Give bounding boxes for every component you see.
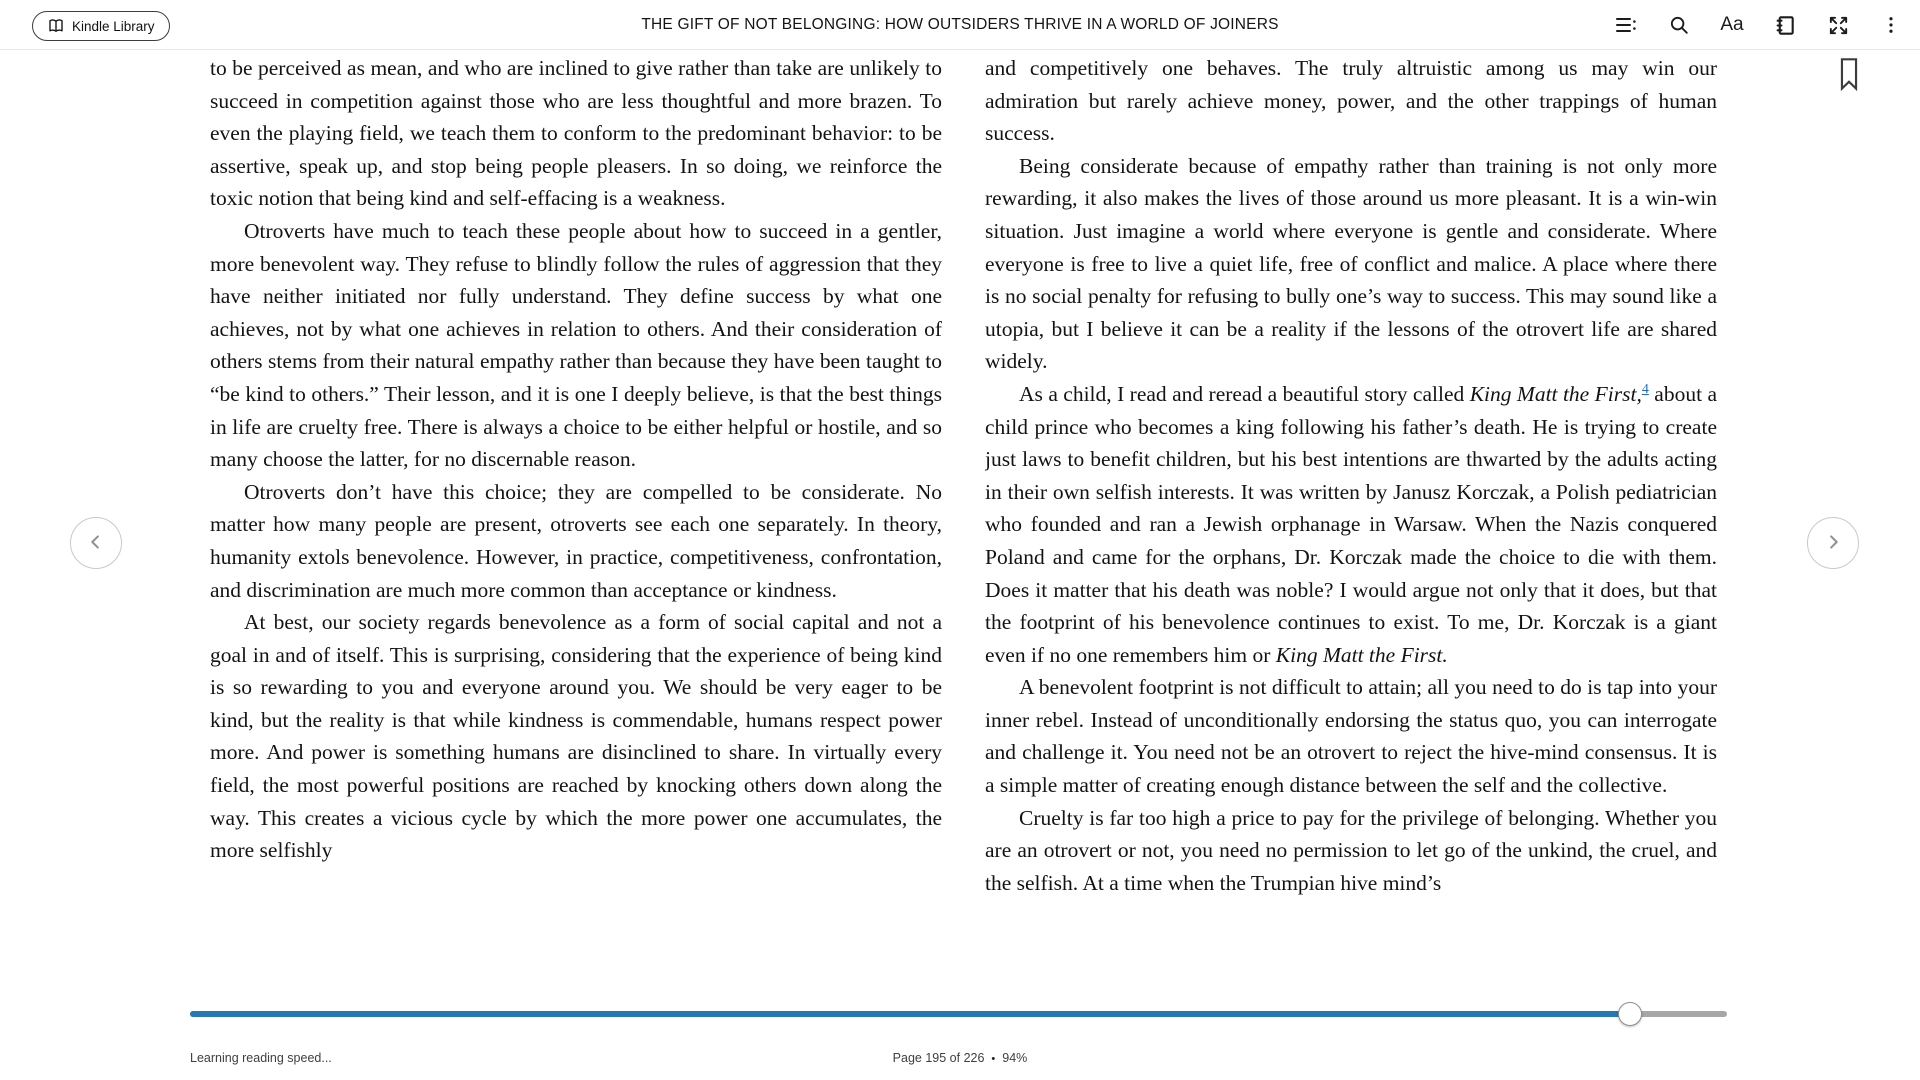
toolbar	[1613, 0, 1904, 50]
percent-label: 94%	[1002, 1051, 1028, 1065]
text-segment: Otroverts have much to teach these people about how to succeed in a gentler, more benevolent way. They refuse to blindly follow the rules of aggression that they have neither initiated nor fully understand. They define success by what one achieves, not by what one achieves in relation to others. And their consideration of others stems from their natural empathy rather than because they have been taught to “be kind to others.” Their lesson, and it is one I deeply believe, is that the best things in life are cruelty free. There is always a choice to be either helpful or hostile, and so many choose the latter, for no discernable reason.	[210, 218, 942, 472]
text-segment: As a child, I read and reread a beautiful story called	[1019, 381, 1470, 406]
left-text-column	[210, 52, 942, 982]
paragraph	[210, 606, 942, 867]
text-segment: Being considerate because of empathy rather than training is not only more rewarding, it also makes the lives of those around us more pleasant. It is a win-win situation. Just imagine a world where everyone is gentle and considerate. Where everyone is free to live a quiet life, free of conflict and malice. A place where there is no social penalty for refusing to bully one’s way to success. This may sound like a utopia, but I believe it can be a reality if the lessons of the otrovert life are shared widely.	[985, 153, 1717, 374]
text-segment: A benevolent footprint is not difficult to attain; all you need to do is tap into your inner rebel. Instead of unconditionally endorsing the status quo, you can interrogate and challenge it. You need not be an otrovert to reject the hive-mind consensus. It is a simple matter of creating enough distance between the self and the collective.	[985, 675, 1717, 798]
page-label: Page 195 of 226	[892, 1051, 985, 1065]
paragraph	[985, 802, 1717, 900]
progress-fill	[190, 1011, 1630, 1017]
font-settings-icon[interactable]	[1719, 12, 1745, 38]
right-text-column	[985, 52, 1717, 982]
footnote-link[interactable]: 4	[1641, 381, 1649, 397]
text-segment: King Matt the First,	[1469, 381, 1642, 406]
text-segment: King Matt the First.	[1275, 642, 1448, 667]
font-settings-label: Aa	[1720, 14, 1744, 35]
text-segment: about a child prince who becomes a king following his father’s death. He is trying to create just laws to benefit children, but his best intentions are thwarted by the adults acting in their own selfish interests. It was written by Janusz Korczak, a Polish pediatrician who founded and ran a Jewish orphanage in Warsaw. When the Nazis conquered Poland and came for the orphans, Dr. Korczak made the choice to die with them. Does it matter that his death was noble? I would argue not only that it does, but that the footprint of his benevolence continues to exist. To me, Dr. Korczak is a giant even if no one remembers him or	[985, 381, 1717, 667]
paragraph	[985, 52, 1717, 150]
text-segment: Otroverts don’t have this choice; they are compelled to be considerate. No matter how many people are present, otroverts see each one separately. In theory, humanity extols benevolence. However, in practice, competitiveness, confrontation, and discrimination are much more common than acceptance or kindness.	[210, 479, 942, 602]
text-segment: At best, our society regards benevolence as a form of social capital and not a goal in and of itself. This is surprising, considering that the experience of being kind is so rewarding to you and everyone around you. We should be very eager to be kind, but the reality is that while kindness is commendable, humans respect power more. And power is something humans are disinclined to share. In virtually every field, the most powerful positions are reached by knocking others down along the way. This creates a vicious cycle by which the more power one accumulates, the more selfishly	[210, 610, 942, 863]
book-title: THE GIFT OF NOT BELONGING: HOW OUTSIDERS THRIVE IN A WORLD OF JOINERS	[641, 16, 1279, 33]
reading-progress-slider[interactable]	[190, 1011, 1727, 1017]
text-segment: and competitively one behaves. The truly altruistic among us may win our admiration but rarely achieve money, power, and the other trappings of human success.	[985, 56, 1717, 146]
paragraph	[210, 215, 942, 476]
paragraph	[210, 52, 942, 215]
fullscreen-icon[interactable]	[1825, 12, 1851, 38]
progress-slider-handle[interactable]	[1618, 1002, 1642, 1026]
kindle-library-label: Kindle Library	[72, 18, 155, 34]
top-bar	[0, 0, 1920, 50]
paragraph	[210, 476, 942, 606]
overflow-menu-icon[interactable]	[1878, 12, 1904, 38]
paragraph	[985, 671, 1717, 801]
search-icon[interactable]	[1666, 12, 1692, 38]
notebook-icon[interactable]	[1772, 12, 1798, 38]
contents-icon[interactable]	[1613, 12, 1639, 38]
chevron-right-icon	[1820, 529, 1846, 558]
text-segment: to be perceived as mean, and who are inclined to give rather than take are unlikely to succeed in competition against those who are less thoughtful and more brazen. To even the playing field, we teach them to conform to the predominant behavior: to be assertive, speak up, and stop being people pleasers. In so doing, we reinforce the toxic notion that being kind and self-effacing is a weakness.	[210, 56, 942, 211]
bookmark-icon[interactable]	[1836, 57, 1862, 97]
reading-speed-status: Learning reading speed...	[190, 1051, 332, 1065]
separator-dot: •	[991, 1053, 996, 1065]
next-page-button[interactable]	[1807, 517, 1859, 569]
previous-page-button[interactable]	[70, 517, 122, 569]
paragraph	[985, 378, 1717, 671]
paragraph	[985, 150, 1717, 378]
page-position-status	[0, 1051, 1920, 1065]
text-segment: Cruelty is far too high a price to pay for the privilege of belonging. Whether you are an otrovert or not, you need no permission to let go of the unkind, the cruel, and the selfish. At a time when the Trumpian hive mind’s	[985, 805, 1717, 895]
chevron-left-icon	[83, 529, 109, 558]
